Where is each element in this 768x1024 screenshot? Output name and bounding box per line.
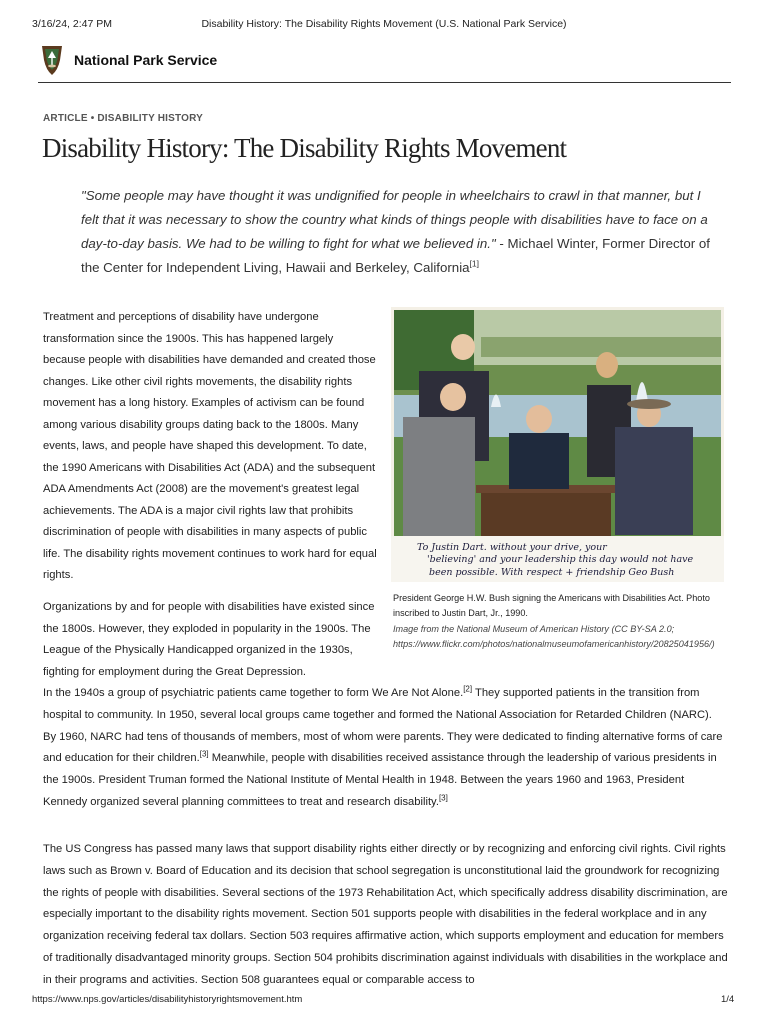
- page-number: 1/4: [721, 994, 735, 1005]
- photo-inscription-line2: 'believing' and your leadership this day would not have: [427, 554, 694, 565]
- header-divider: [38, 82, 731, 83]
- para2-text-b: They supported patients in the transition from hospital to community. In 1950, several local groups came together and formed the National Association for Retarded Children (NARC). By 1960, NARC had tens of thousands of members, most of whom were parents. They were dedicated to finding alternative forms of care and education for their children.: [43, 687, 723, 765]
- organizations-paragraph-continued: [43, 683, 728, 814]
- footnote-ref-link[interactable]: [1]: [469, 258, 479, 269]
- quote-text: "Some people may have thought it was undignified for people in wheelchairs to crawl in that manner, but I felt that it was necessary to show the country what kinds of things people with disabilities have to face on a day-to-day basis. We had to be willing to fight for what we believed in.": [81, 188, 708, 251]
- organizations-paragraph-start: Organizations by and for people with disabilities have existed since the 1800s. However, they exploded in popularity in the 1900s. The League of the Physically Handicapped organized in the 1930s, fighting for employment during the Great Depression.: [43, 601, 375, 678]
- figure-caption: [393, 591, 728, 652]
- photo-inscription-line1: To Justin Dart. without your drive, your: [417, 542, 607, 553]
- page-title: Disability History: The Disability Rights Movement: [42, 133, 567, 163]
- print-page-title: Disability History: The Disability Rights Movement (U.S. National Park Service): [201, 18, 567, 30]
- ada-signing-photo: [391, 307, 724, 582]
- quote-attribution: - Michael Winter, Former Director of the Center for Independent Living, Hawaii and Berkeley, California: [81, 236, 710, 275]
- article-kicker: ARTICLE • DISABILITY HISTORY: [43, 113, 204, 124]
- para2-text-c: Meanwhile, people with disabilities received assistance through the leadership of various presidents in the 1900s. President Truman formed the National Institute of Mental Health in 1948. Between the years 1960 and 1963, President Kennedy organized several planning committees to treat and research disability.: [43, 752, 717, 808]
- print-datetime: 3/16/24, 2:47 PM: [32, 18, 112, 30]
- site-name-link[interactable]: National Park Service: [74, 52, 218, 68]
- caption-text: President George H.W. Bush signing the Americans with Disabilities Act. Photo inscribed to Justin Dart, Jr., 1990.: [393, 593, 710, 619]
- intro-paragraph: Treatment and perceptions of disability have undergone transformation since the 1900s. This has happened largely because people with disabilities have demanded and created those changes. Like other civil rights movements, the disability rights movement has a long history. Examples of activism can be found among various disability groups dating back to the 1800s. Many events, laws, and people have shaped this development. To date, the 1990 Americans with Disabilities Act (ADA) and the subsequent ADA Amendments Act (2008) are the movement's greatest legal achievements. The ADA is a major civil rights law that prohibits discrimination of people with disabilities in many aspects of public life. The disability rights movement continues to work hard for equal rights.: [43, 311, 377, 581]
- para2-text-a: In the 1940s a group of psychiatric patients came together to form We Are Not Alone.: [43, 687, 464, 699]
- footer-url: https://www.nps.gov/articles/disabilityhistoryrightsmovement.htm: [32, 994, 303, 1005]
- congress-paragraph: The US Congress has passed many laws that support disability rights either directly or by recognizing and enforcing civil rights. Civil rights laws such as Brown v. Board of Education and its decision that school segregation is unconstitutional laid the groundwork for recognizing the rights of people with disabilities. Several sections of the 1973 Rehabilitation Act, which specifically address disability discrimination, are especially important to the disability rights movement. Section 501 supports people with disabilities in the federal workplace and in any organization receiving federal tax dollars. Section 503 requires affirmative action, which supports employment and education for members of traditionally disadvantaged minority groups. Section 504 prohibits discrimination against individuals with disabilities in the workplace and in their programs and activities. Section 508 guarantees equal or comparable access to: [43, 843, 728, 986]
- site-header: [40, 44, 217, 76]
- footnote-ref-link[interactable]: [3]: [438, 793, 448, 803]
- caption-source: Image from the National Museum of American History (CC BY-SA 2.0; https://www.flickr.com/photos/nationalmuseumofamericanhistory/20825041956/): [393, 623, 715, 649]
- footnote-ref-link[interactable]: [3]: [199, 749, 209, 759]
- pull-quote: [81, 184, 721, 280]
- nps-arrowhead-icon[interactable]: [40, 44, 64, 76]
- photo-inscription-line3: been possible. With respect + friendship Geo Bush: [429, 567, 675, 578]
- footnote-ref-link[interactable]: [2]: [463, 684, 473, 694]
